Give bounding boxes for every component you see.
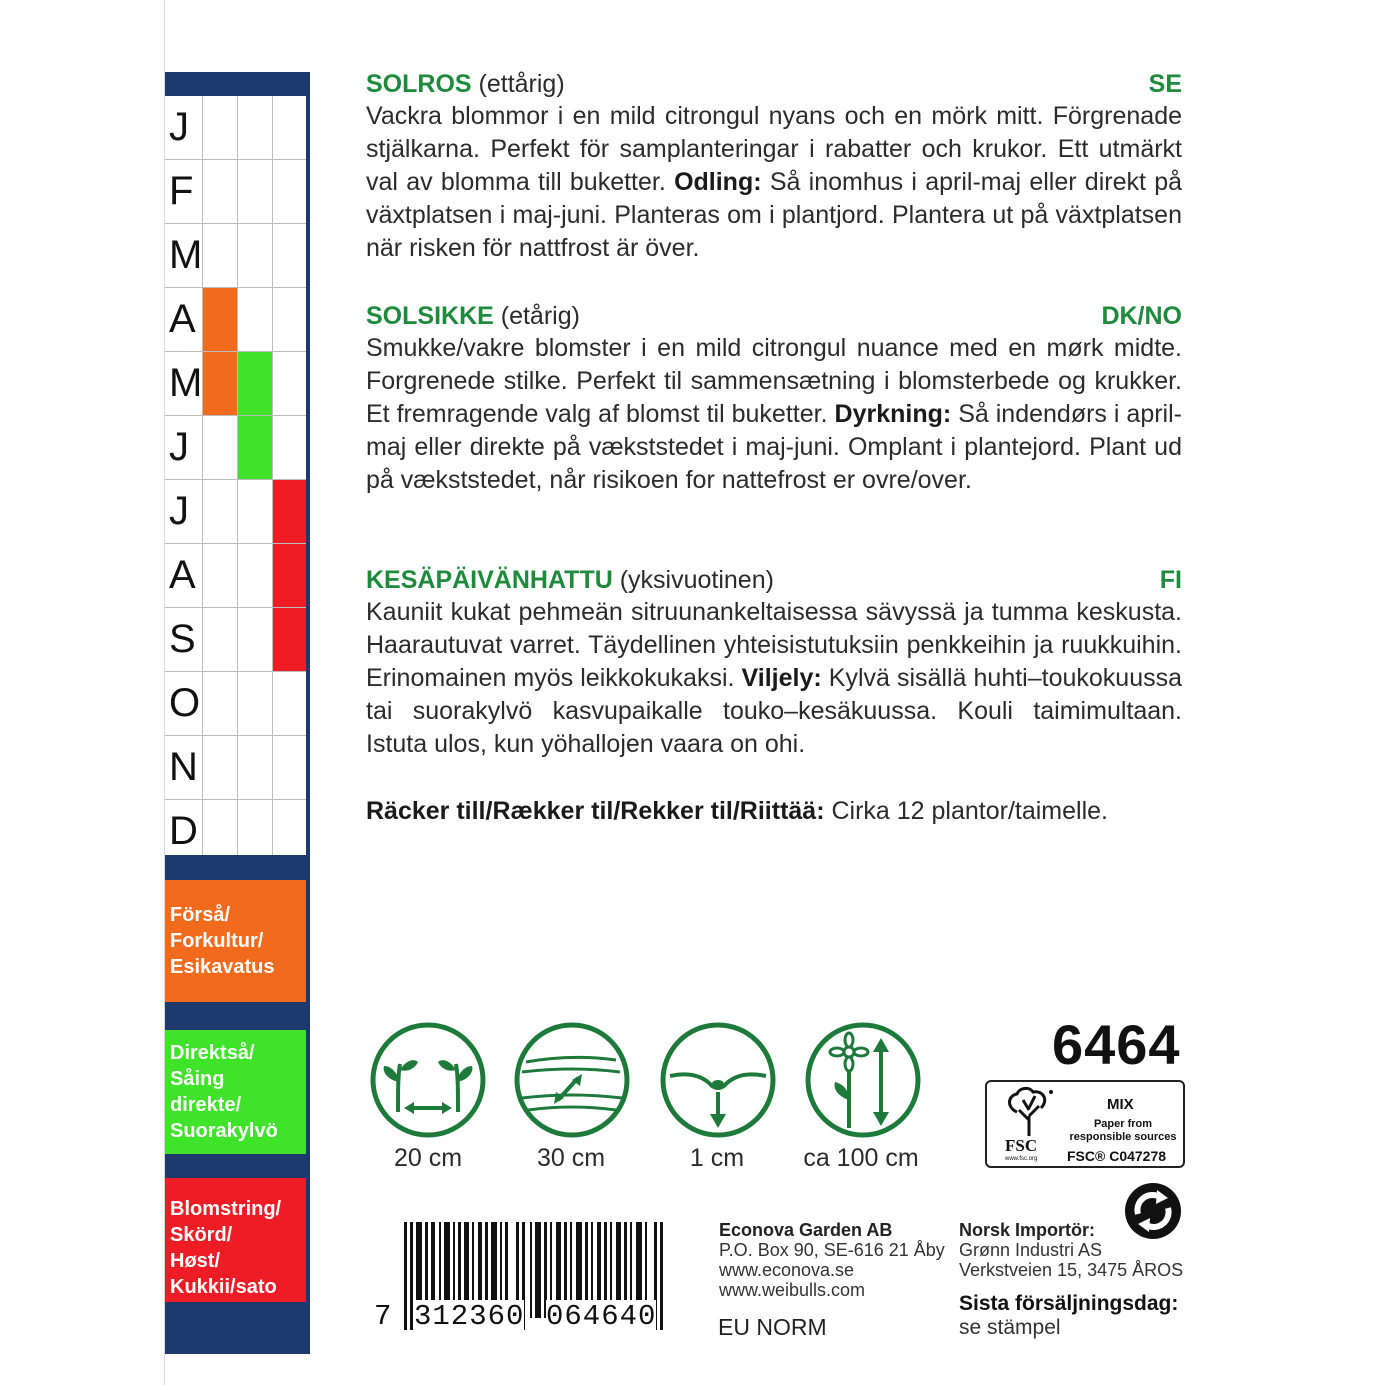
barcode-digits-left: 312360 — [414, 1300, 525, 1333]
sow-direct-cell — [237, 352, 272, 415]
fsc-paper-text: Paper from responsible sources — [1069, 1118, 1177, 1143]
company-name: Econova Garden AB — [719, 1220, 893, 1240]
month-letter: N — [169, 745, 198, 789]
calendar-row-nov — [165, 736, 306, 800]
language-code: DK/NO — [1101, 302, 1182, 330]
plant-distance-value: 30 cm — [536, 1144, 606, 1172]
sowing-depth-value: 1 cm — [689, 1144, 745, 1172]
fsc-tree-icon — [1001, 1086, 1057, 1138]
section-body: Smukke/vakre blomster i en mild citrongul nuance med en mørk midte. Forgrenede stilke. Perfekt til sammensætning i blomsterbede og krukker. Et fremragende valg af blomst til buketter. Dyrkning: Så indendørs i april-maj eller direkte på vækststedet i maj-juni. Omplant i plantejord. Plant ud på vækststedet, når risikoen for nattefrost er ovre/over. — [366, 334, 1182, 494]
month-letter: S — [169, 617, 196, 661]
barcode-digit-first: 7 — [374, 1300, 393, 1333]
calendar-row-may — [165, 352, 306, 416]
calendar-grid — [165, 96, 306, 855]
calendar-row-aug — [165, 544, 306, 608]
section-finnish — [366, 564, 1182, 761]
sow-direct-cell — [237, 416, 272, 479]
flowering-cell — [272, 544, 306, 607]
month-letter: J — [169, 425, 189, 469]
section-heading: KESÄPÄIVÄNHATTU (yksivuotinen) FI — [366, 566, 1182, 594]
legend-sow-indoor: Förså/ Forkultur/ Esikavatus — [165, 880, 306, 1002]
fsc-logo-text: FSC — [1005, 1136, 1038, 1155]
sow-indoor-cell — [202, 288, 237, 351]
calendar-row-oct — [165, 672, 306, 736]
legend-sow-direct: Direktså/ Såing direkte/ Suorakylvö — [165, 1030, 306, 1154]
calendar-row-feb — [165, 160, 306, 224]
importer-address: Norsk Importör: Grønn Industri AS Verkstveien 15, 3475 ÅROS — [959, 1220, 1184, 1280]
sow-indoor-cell — [202, 352, 237, 415]
row-spacing-value: 20 cm — [393, 1144, 463, 1172]
sowing-depth-icon — [658, 1020, 778, 1140]
fsc-code: FSC® C047278 — [1067, 1148, 1167, 1164]
calendar-row-jul — [165, 480, 306, 544]
section-heading: SOLROS (ettårig) SE — [366, 70, 1182, 98]
fsc-label — [985, 1080, 1185, 1168]
last-sale-date: Sista försäljningsdag: se stämpel — [959, 1292, 1179, 1339]
plant-distance-icon — [512, 1020, 632, 1140]
month-letter: A — [169, 553, 196, 597]
month-letter: J — [169, 105, 189, 149]
section-danish-norwegian — [366, 300, 1182, 497]
calendar-row-mar — [165, 224, 306, 288]
plant-height-value: ca 100 cm — [803, 1144, 919, 1172]
section-body: Kauniit kukat pehmeän sitruunankeltaisessa sävyssä ja tumma keskusta. Haarautuvat varret. Täydellinen yhteisistutuksiin penkkeihin ja ruukkuihin. Erinomainen myös leikkokukaksi. Viljely: Kylvä sisällä huhti–toukokuussa tai suorakylvö kasvupaikalle touko–kesäkuussa. Kouli taimimultaan. Istuta ulos, kun yöhallojen vaara on ohi. — [366, 598, 1182, 758]
section-heading: SOLSIKKE (etårig) DK/NO — [366, 302, 1182, 330]
sowing-calendar — [165, 72, 310, 1354]
fsc-url: www.fsc.org — [1005, 1156, 1038, 1162]
fsc-mix: MIX — [1107, 1096, 1134, 1113]
calendar-row-dec — [165, 800, 306, 855]
product-name: KESÄPÄIVÄNHATTU — [366, 566, 613, 594]
row-spacing-icon — [368, 1020, 488, 1140]
article-number: 6464 — [1052, 1013, 1181, 1076]
month-letter: D — [169, 809, 198, 853]
flowering-cell — [272, 480, 306, 543]
legend-flowering: Blomstring/ Skörd/ Høst/ Kukkii/sato — [165, 1178, 306, 1302]
month-letter: M — [169, 361, 203, 405]
product-name: SOLSIKKE — [366, 302, 494, 330]
language-code: SE — [1148, 70, 1182, 98]
month-letter: O — [169, 681, 201, 725]
month-letter: M — [169, 233, 203, 277]
section-body: Vackra blommor i en mild citrongul nyans och en mörk mitt. Förgrenade stjälkarna. Perfekt för samplanteringar i rabatter och krukor. Ett utmärkt val av blomma till buketter. Odling: Så inomhus i april-maj eller direkt på växtplatsen i maj-juni. Planteras om i plantjord. Plantera ut på växtplatsen när risken för nattfrost är över. — [366, 102, 1183, 262]
calendar-row-apr — [165, 288, 306, 352]
month-letter: J — [169, 489, 189, 533]
eu-norm: EU NORM — [718, 1314, 827, 1340]
calendar-row-jun — [165, 416, 306, 480]
barcode-digits-right: 064640 — [546, 1300, 657, 1333]
plant-height-icon — [803, 1020, 923, 1140]
flowering-cell — [272, 608, 306, 671]
importer-title: Norsk Importör: — [959, 1220, 1096, 1240]
language-code: FI — [1159, 566, 1182, 594]
month-letter: F — [169, 169, 194, 213]
calendar-row-sep — [165, 608, 306, 672]
calendar-row-jan — [165, 96, 306, 160]
product-name: SOLROS — [366, 70, 472, 98]
yield-line: Räcker till/Rækker til/Rekker til/Riittää: Cirka 12 plantor/taimelle. — [366, 797, 1108, 825]
company-address: Econova Garden AB P.O. Box 90, SE-616 21 Åby www.econova.se www.weibulls.com — [719, 1220, 945, 1300]
month-letter: A — [169, 297, 196, 341]
section-swedish — [366, 68, 1182, 265]
